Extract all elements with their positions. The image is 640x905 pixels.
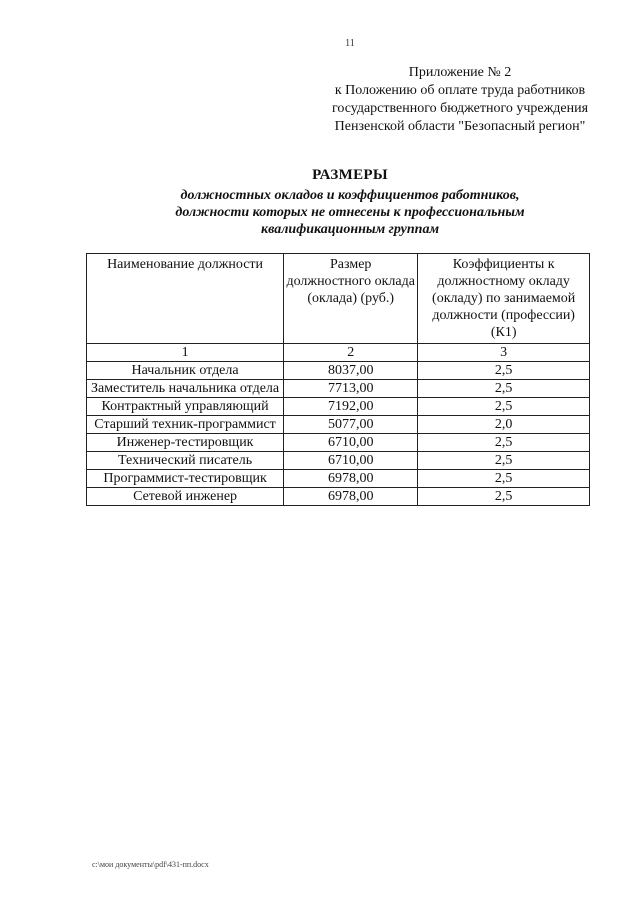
- table-row: [87, 488, 590, 506]
- cell-coefficient: 2,5: [418, 398, 590, 416]
- table-row: [87, 452, 590, 470]
- title-subtitle-line: должности которых не отнесены к профессиональным: [175, 205, 525, 220]
- cell-position: Контрактный управляющий: [87, 398, 284, 416]
- document-title: [80, 167, 620, 238]
- page-number: 11: [345, 38, 355, 49]
- cell-salary: 6978,00: [284, 488, 418, 506]
- column-number: 1: [87, 344, 284, 362]
- cell-coefficient: 2,0: [418, 416, 590, 434]
- table-row: [87, 362, 590, 380]
- cell-coefficient: 2,5: [418, 380, 590, 398]
- table-row: [87, 434, 590, 452]
- column-number: 2: [284, 344, 418, 362]
- cell-salary: 7192,00: [284, 398, 418, 416]
- cell-coefficient: 2,5: [418, 488, 590, 506]
- table-header-row: [87, 254, 590, 344]
- header-coefficient: Коэффициенты к должностному окладу (окладу) по занимаемой должности (профессии) (К1): [418, 254, 590, 344]
- cell-salary: 6978,00: [284, 470, 418, 488]
- column-number-row: [87, 344, 590, 362]
- appendix-line: Пензенской области "Безопасный регион": [334, 119, 586, 134]
- header-position: Наименование должности: [87, 254, 284, 344]
- salary-table: [86, 253, 590, 506]
- cell-coefficient: 2,5: [418, 470, 590, 488]
- cell-position: Начальник отдела: [87, 362, 284, 380]
- cell-salary: 5077,00: [284, 416, 418, 434]
- header-salary: Размер должностного оклада (оклада) (руб.): [284, 254, 418, 344]
- cell-coefficient: 2,5: [418, 362, 590, 380]
- title-main: РАЗМЕРЫ: [312, 167, 388, 183]
- cell-salary: 6710,00: [284, 452, 418, 470]
- cell-position: Старший техник-программист: [87, 416, 284, 434]
- cell-position: Технический писатель: [87, 452, 284, 470]
- cell-coefficient: 2,5: [418, 434, 590, 452]
- cell-position: Программист-тестировщик: [87, 470, 284, 488]
- appendix-header: [300, 64, 620, 136]
- title-subtitle-line: должностных окладов и коэффициентов работников,: [180, 188, 520, 203]
- table-row: [87, 380, 590, 398]
- cell-salary: 8037,00: [284, 362, 418, 380]
- appendix-line: к Положению об оплате труда работников: [334, 83, 586, 98]
- column-number: 3: [418, 344, 590, 362]
- table-row: [87, 398, 590, 416]
- footer-file-path: c:\мои документы\pdf\431-пп.docx: [92, 860, 209, 869]
- cell-position: Инженер-тестировщик: [87, 434, 284, 452]
- cell-position: Сетевой инженер: [87, 488, 284, 506]
- appendix-line: государственного бюджетного учреждения: [331, 101, 589, 116]
- table-row: [87, 470, 590, 488]
- cell-salary: 7713,00: [284, 380, 418, 398]
- cell-position: Заместитель начальника отдела: [87, 380, 284, 398]
- table-row: [87, 416, 590, 434]
- title-subtitle-line: квалификационным группам: [260, 222, 440, 237]
- cell-coefficient: 2,5: [418, 452, 590, 470]
- cell-salary: 6710,00: [284, 434, 418, 452]
- appendix-line: Приложение № 2: [408, 65, 512, 80]
